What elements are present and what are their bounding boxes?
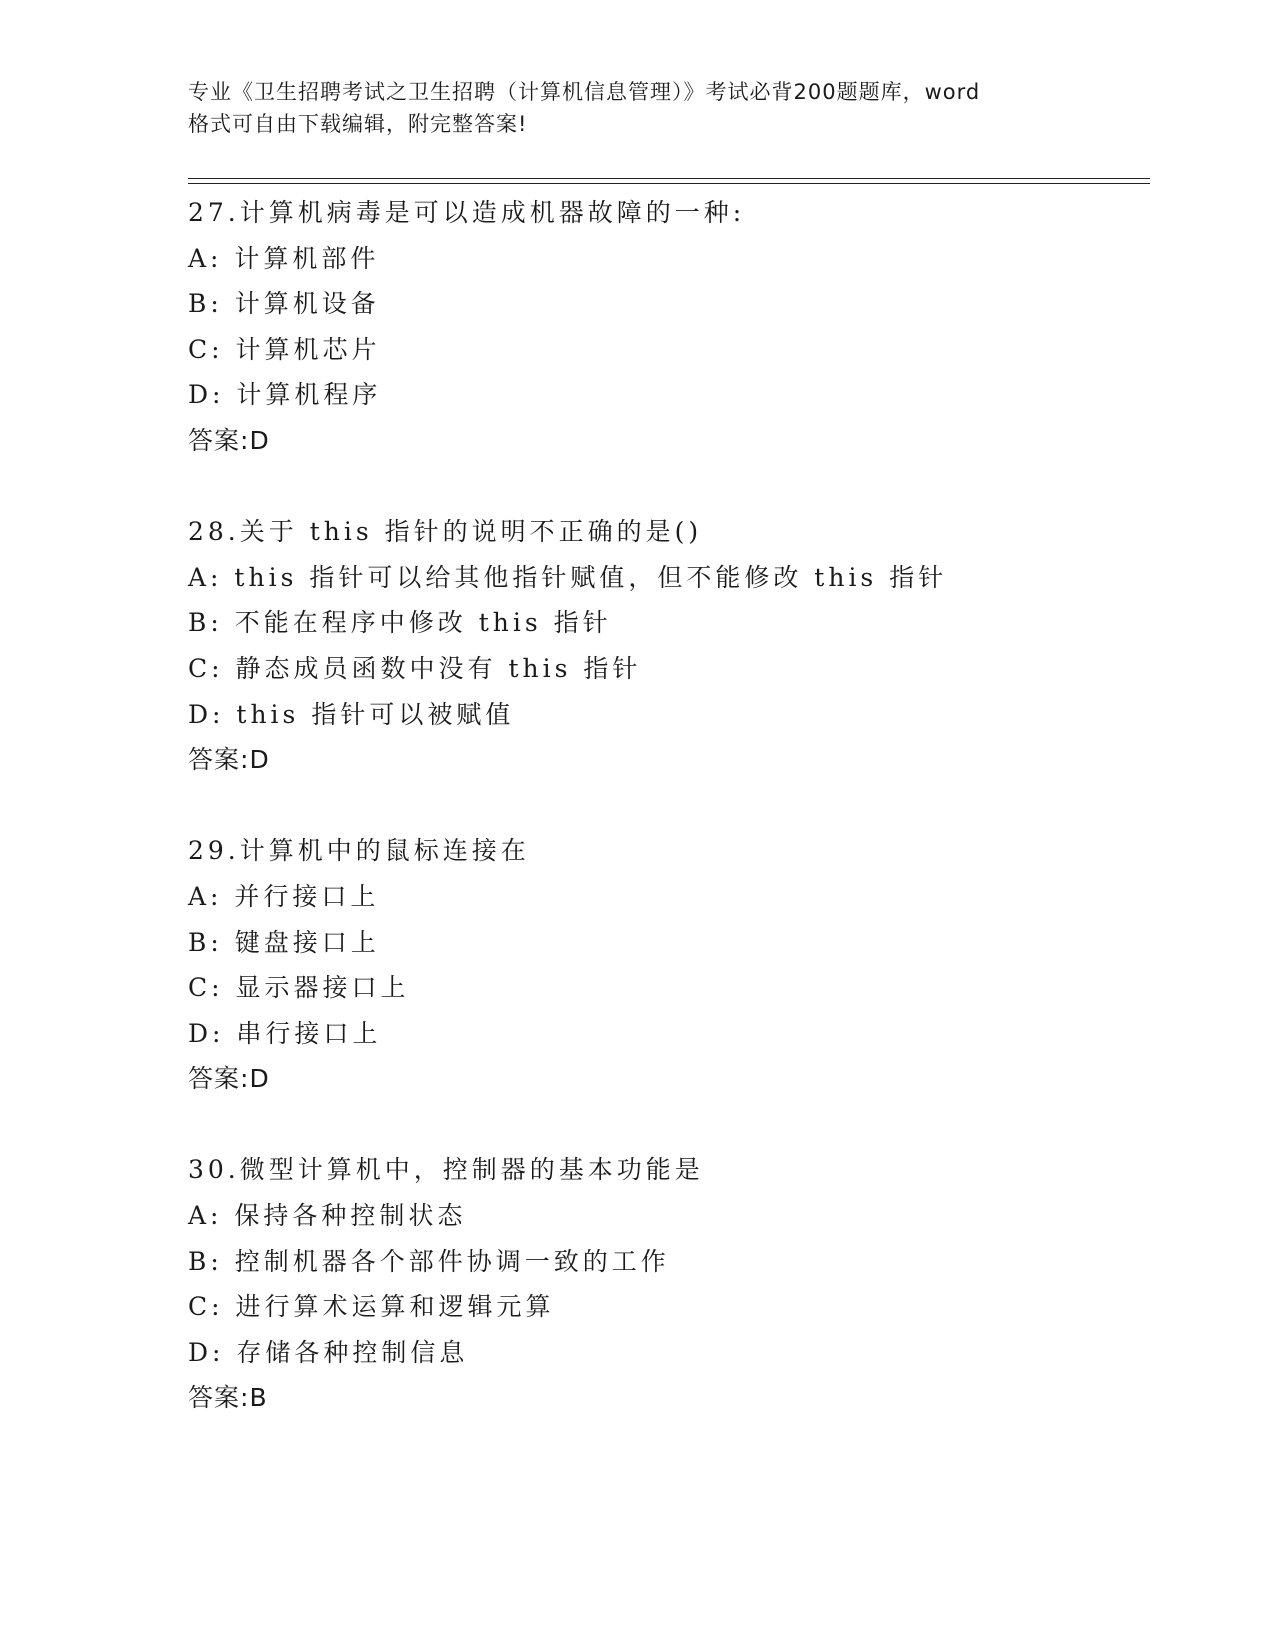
header-divider-top (188, 178, 1150, 179)
answer-value: D (249, 425, 270, 455)
option-b: B: 不能在程序中修改 this 指针 (188, 608, 612, 638)
answer-value: D (249, 1064, 270, 1094)
answer-line (188, 1056, 1148, 1102)
option-c: C: 计算机芯片 (188, 334, 381, 364)
header-line-2: 格式可自由下载编辑，附完整答案! (188, 112, 528, 136)
question-stem: 27.计算机病毒是可以造成机器故障的一种: (188, 198, 746, 227)
answer-value: D (249, 745, 270, 775)
document-header (188, 76, 1088, 140)
question-stem: 29.计算机中的鼠标连接在 (188, 836, 530, 866)
answer-label: 答案: (188, 1383, 250, 1413)
question-30 (188, 1147, 1148, 1421)
answer-label: 答案: (188, 425, 250, 455)
answer-label: 答案: (188, 745, 250, 775)
question-stem: 28.关于 this 指针的说明不正确的是() (188, 517, 703, 547)
question-28 (188, 509, 1148, 783)
option-c: C: 静态成员函数中没有 this 指针 (188, 653, 642, 683)
header-divider-bottom (188, 183, 1150, 184)
header-line-1: 专业《卫生招聘考试之卫生招聘（计算机信息管理）》考试必背200题题库，word (188, 80, 981, 104)
question-spacer (188, 464, 1148, 510)
option-b: B: 键盘接口上 (188, 927, 380, 957)
question-stem: 30.微型计算机中，控制器的基本功能是 (188, 1155, 704, 1185)
question-spacer (188, 783, 1148, 829)
option-d: D: 计算机程序 (188, 380, 382, 410)
option-d: D: 存储各种控制信息 (188, 1337, 469, 1367)
option-a: A: this 指针可以给其他指针赋值，但不能修改 this 指针 (188, 562, 948, 592)
option-a: A: 计算机部件 (188, 243, 380, 273)
option-c: C: 进行算术运算和逻辑元算 (188, 1292, 555, 1322)
option-b: B: 控制机器各个部件协调一致的工作 (188, 1246, 670, 1276)
answer-line (188, 737, 1148, 783)
question-29 (188, 828, 1148, 1102)
answer-label: 答案: (188, 1064, 250, 1094)
answer-line (188, 1375, 1148, 1421)
option-a: A: 保持各种控制状态 (188, 1201, 467, 1231)
option-d: D: 串行接口上 (188, 1018, 382, 1048)
option-a: A: 并行接口上 (188, 881, 380, 911)
question-27 (188, 190, 1148, 464)
question-list (188, 190, 1148, 1421)
option-c: C: 显示器接口上 (188, 973, 410, 1003)
answer-value: B (249, 1383, 268, 1413)
option-d: D: this 指针可以被赋值 (188, 699, 515, 729)
answer-line (188, 418, 1148, 464)
question-spacer (188, 1102, 1148, 1148)
option-b: B: 计算机设备 (188, 289, 380, 319)
